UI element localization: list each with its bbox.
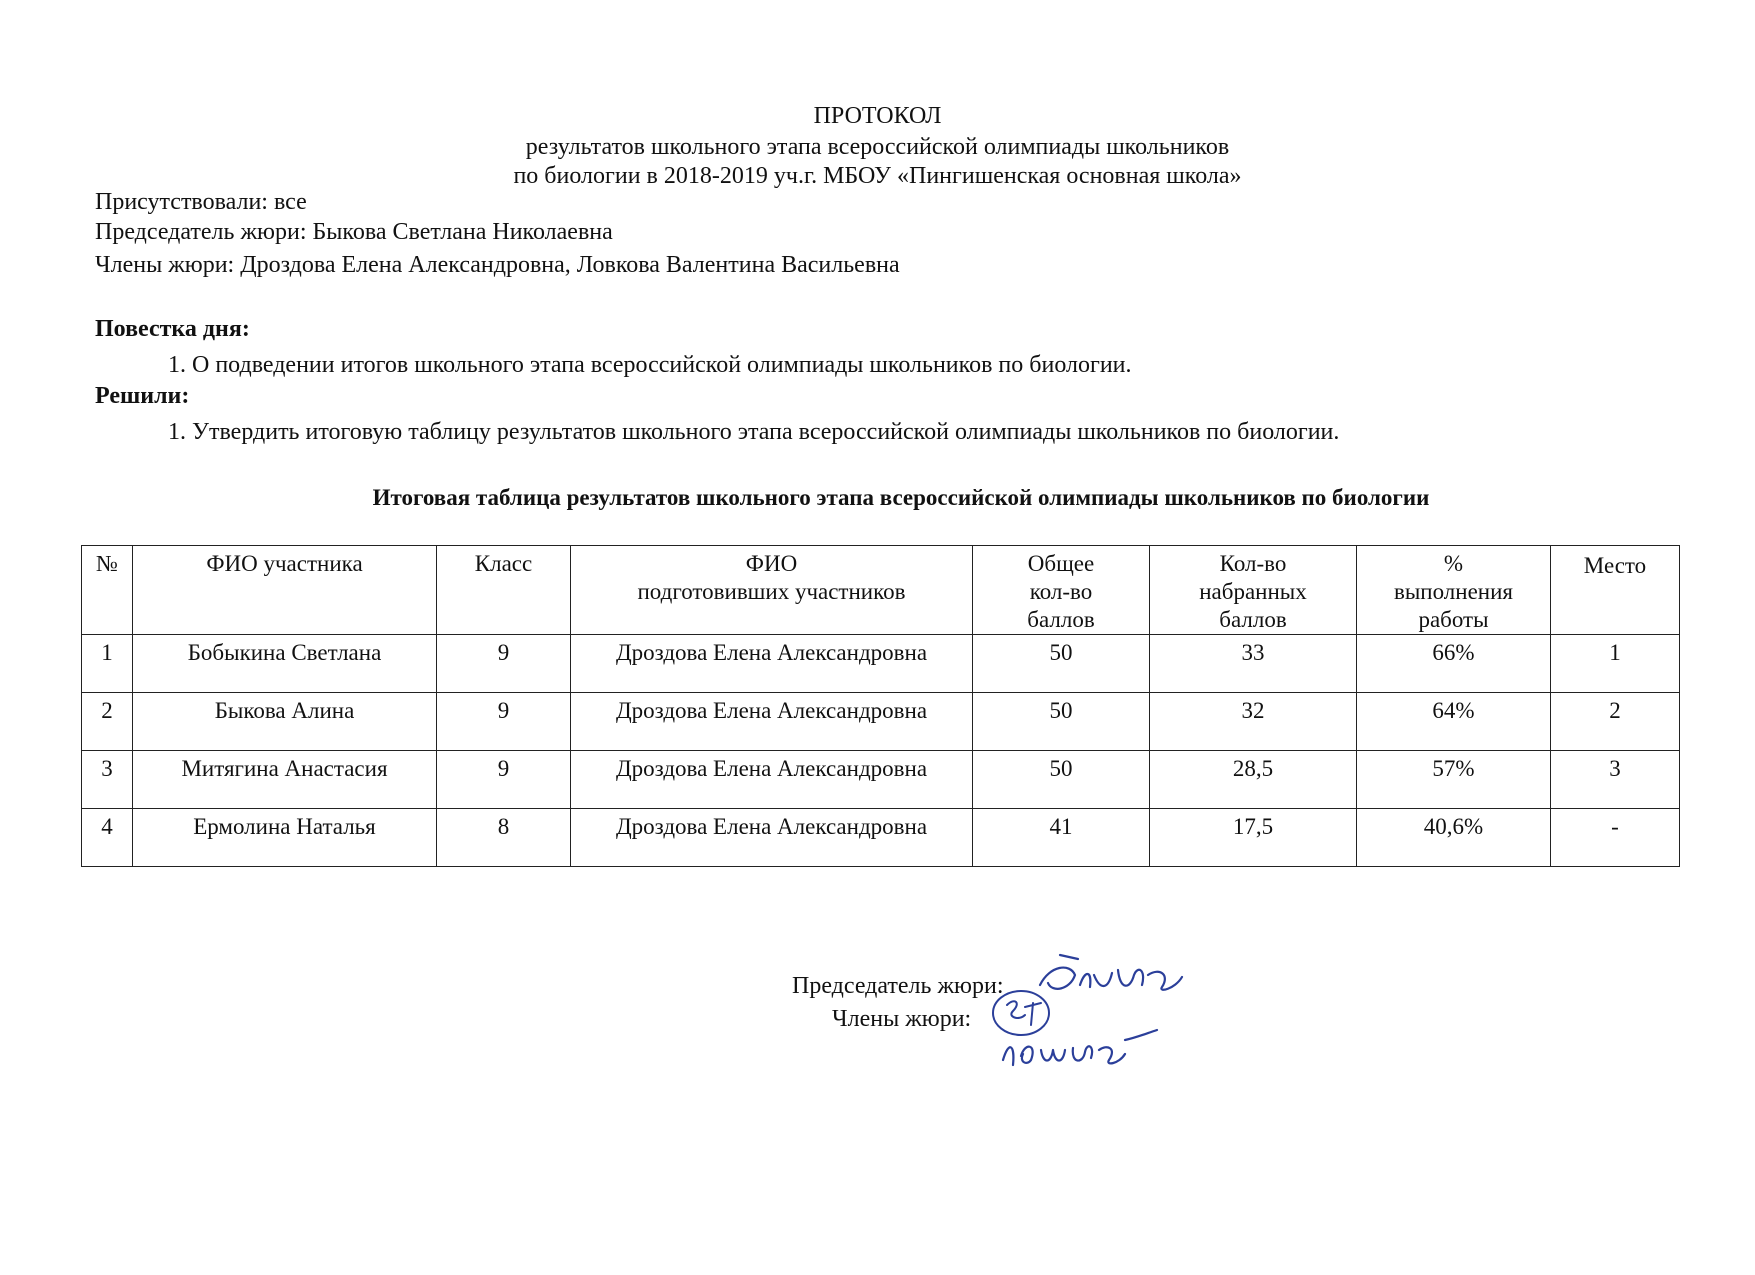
header-scored-line1: Кол-во xyxy=(1219,551,1287,576)
cell-num: 2 xyxy=(82,693,133,751)
header-total xyxy=(973,546,1150,635)
table-row xyxy=(82,693,1680,751)
document-subtitle-line1: результатов школьного этапа всероссийской олимпиады школьников xyxy=(525,134,1230,160)
cell-total: 50 xyxy=(973,693,1150,751)
cell-name: Ермолина Наталья xyxy=(133,809,437,867)
cell-scored: 33 xyxy=(1150,635,1357,693)
cell-percent: 57% xyxy=(1357,751,1551,809)
cell-place: 3 xyxy=(1551,751,1680,809)
cell-total: 50 xyxy=(973,635,1150,693)
header-total-line1: Общее xyxy=(1027,551,1095,576)
member-signature xyxy=(995,1020,1165,1080)
results-table xyxy=(81,545,1680,867)
cell-scored: 17,5 xyxy=(1150,809,1357,867)
header-place: Место xyxy=(1551,546,1680,635)
members-signature-label: Члены жюри: xyxy=(832,1006,972,1032)
cell-total: 50 xyxy=(973,751,1150,809)
cell-teacher: Дроздова Елена Александровна xyxy=(571,751,973,809)
cell-name: Бобыкина Светлана xyxy=(133,635,437,693)
cell-place: 2 xyxy=(1551,693,1680,751)
cell-place: - xyxy=(1551,809,1680,867)
header-scored-line3: баллов xyxy=(1219,607,1287,632)
cell-grade: 8 xyxy=(437,809,571,867)
cell-teacher: Дроздова Елена Александровна xyxy=(571,635,973,693)
cell-num: 4 xyxy=(82,809,133,867)
cell-name: Митягина Анастасия xyxy=(133,751,437,809)
header-teacher xyxy=(571,546,973,635)
cell-percent: 64% xyxy=(1357,693,1551,751)
cell-name: Быкова Алина xyxy=(133,693,437,751)
agenda-item: 1. О подведении итогов школьного этапа всероссийской олимпиады школьников по биологии. xyxy=(168,352,1132,378)
cell-teacher: Дроздова Елена Александровна xyxy=(571,693,973,751)
header-scored-line2: набранных xyxy=(1199,579,1307,604)
table-caption: Итоговая таблица результатов школьного этапа всероссийской олимпиады школьников по биологии xyxy=(372,485,1430,510)
cell-scored: 28,5 xyxy=(1150,751,1357,809)
cell-place: 1 xyxy=(1551,635,1680,693)
header-teacher-line1: ФИО xyxy=(745,551,798,576)
document-subtitle-line2: по биологии в 2018-2019 уч.г. МБОУ «Пингишенская основная школа» xyxy=(513,163,1242,189)
table-header-row xyxy=(82,546,1680,635)
header-teacher-line2: подготовивших участников xyxy=(637,579,906,604)
attendance-members: Члены жюри: Дроздова Елена Александровна, Ловкова Валентина Васильевна xyxy=(95,252,900,278)
decision-heading: Решили: xyxy=(95,383,190,409)
header-percent-line2: выполнения xyxy=(1393,579,1513,604)
cell-teacher: Дроздова Елена Александровна xyxy=(571,809,973,867)
attendance-present: Присутствовали: все xyxy=(95,189,307,215)
agenda-heading: Повестка дня: xyxy=(95,316,250,342)
header-percent xyxy=(1357,546,1551,635)
cell-grade: 9 xyxy=(437,693,571,751)
cell-grade: 9 xyxy=(437,635,571,693)
chair-signature-label: Председатель жюри: xyxy=(792,973,1004,999)
header-percent-line3: работы xyxy=(1418,607,1489,632)
cell-num: 3 xyxy=(82,751,133,809)
table-row xyxy=(82,751,1680,809)
cell-grade: 9 xyxy=(437,751,571,809)
header-scored xyxy=(1150,546,1357,635)
table-row xyxy=(82,635,1680,693)
cell-scored: 32 xyxy=(1150,693,1357,751)
decision-item: 1. Утвердить итоговую таблицу результатов школьного этапа всероссийской олимпиады школьников по биологии. xyxy=(168,419,1340,445)
cell-percent: 40,6% xyxy=(1357,809,1551,867)
cell-percent: 66% xyxy=(1357,635,1551,693)
header-num: № xyxy=(82,546,133,635)
document-title: ПРОТОКОЛ xyxy=(813,103,942,129)
header-grade: Класс xyxy=(437,546,571,635)
header-total-line2: кол-во xyxy=(1029,579,1093,604)
header-total-line3: баллов xyxy=(1027,607,1095,632)
cell-num: 1 xyxy=(82,635,133,693)
cell-total: 41 xyxy=(973,809,1150,867)
header-name: ФИО участника xyxy=(133,546,437,635)
header-percent-line1: % xyxy=(1443,551,1464,576)
table-row xyxy=(82,809,1680,867)
attendance-chair: Председатель жюри: Быкова Светлана Николаевна xyxy=(95,219,613,245)
